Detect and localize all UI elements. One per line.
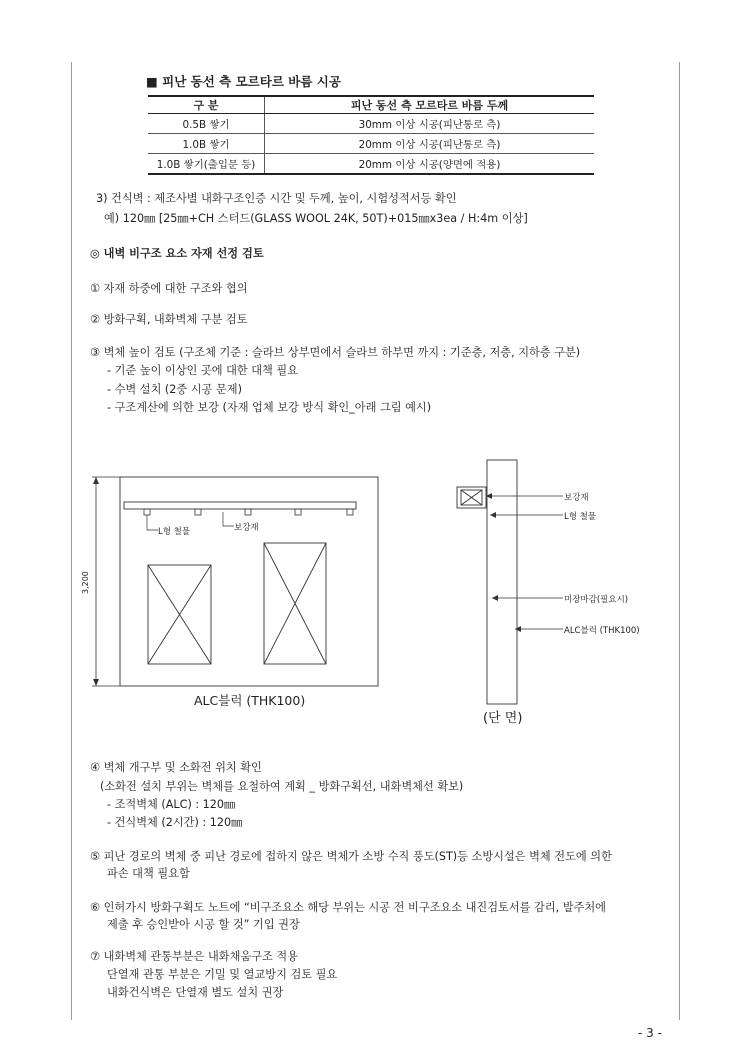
item-4-line-4: - 건식벽체 (2시간) : 120㎜ [107, 816, 243, 829]
table-header: 구 분 [148, 96, 265, 114]
dry-wall-line-1: 3) 건식벽 : 제조사별 내화구조인증 시간 및 두께, 높이, 시험성적서등 확인 [96, 192, 457, 205]
item-7-line-1: ⑦ 내화벽체 관통부분은 내화채움구조 적용 [90, 950, 298, 963]
dimension-arrow-bottom [93, 679, 99, 686]
dimension-arrow-top [93, 477, 99, 484]
table-cell: 20mm 이상 시공(피난통로 측) [265, 134, 595, 154]
right-border-line [679, 62, 680, 1020]
reinforcement-bar [124, 502, 356, 509]
item-4-line-3: - 조적벽체 (ALC) : 120㎜ [107, 798, 236, 811]
item-6-line-1: ⑥ 인허가시 방화구획도 노트에 “비구조요소 해당 부위는 시공 전 비구조요소 내진검토서를 감리, 발주처에 [90, 901, 606, 914]
item-6-line-2: 제출 후 승인받아 시공 할 것” 기입 권장 [107, 918, 300, 931]
item-3-line-1: ③ 벽체 높이 검토 (구조체 기준 : 슬라브 상부면에서 슬라브 하부면 까지 : 기준층, 저층, 지하층 구분) [90, 346, 581, 359]
section-leaders [486, 496, 563, 629]
section-wall [487, 460, 517, 704]
table-cell: 1.0B 쌓기 [148, 134, 265, 154]
dry-wall-line-2: 예) 120㎜ [25㎜+CH 스터드(GLASS WOOL 24K, 50T)+015㎜x3ea / H:4m 이상] [104, 212, 528, 225]
l-angle-leader [147, 515, 158, 530]
section-title: ■ 피난 동선 측 모르타르 바름 시공 [146, 74, 341, 89]
opening-left [148, 565, 211, 664]
item-4-line-1: ④ 벽체 개구부 및 소화전 위치 확인 [90, 761, 262, 774]
l-angle-label: L형 철물 [158, 527, 191, 537]
table-row [148, 114, 594, 134]
table-cell: 0.5B 쌓기 [148, 114, 265, 134]
table-header: 피난 동선 측 모르타르 바름 두께 [265, 96, 595, 114]
table-header-row [148, 96, 594, 114]
item-2: ② 방화구획, 내화벽체 구분 검토 [90, 313, 248, 326]
review-title: ◎ 내벽 비구조 요소 자재 선정 검토 [90, 247, 264, 260]
table-cell: 20mm 이상 시공(양면에 적용) [265, 154, 595, 175]
section-reinforcement [457, 487, 486, 508]
item-5-line-2: 파손 대책 필요함 [107, 867, 190, 880]
section-caption: (단 면) [483, 711, 523, 726]
elevation-wall-outline [120, 477, 378, 686]
item-1: ① 자재 하중에 대한 구조와 협의 [90, 282, 248, 295]
table-row [148, 154, 594, 175]
elevation-caption: ALC블럭 (THK100) [194, 693, 306, 708]
table-cell: 30mm 이상 시공(피난통로 측) [265, 114, 595, 134]
item-5-line-1: ⑤ 피난 경로의 벽체 중 피난 경로에 접하지 않은 벽체가 소방 수직 풍도(ST)등 소방시설은 벽체 전도에 의한 [90, 850, 612, 863]
section-label-reinforcement: 보강재 [564, 493, 589, 503]
table-cell: 1.0B 쌓기(출입문 등) [148, 154, 265, 175]
reinforcement-label: 보강재 [234, 523, 259, 533]
item-7-line-3: 내화건식벽은 단열재 별도 설치 권장 [107, 986, 284, 999]
height-dimension-text: 3,200 [81, 571, 90, 594]
page-number: - 3 - [638, 1026, 662, 1040]
item-3-line-3: - 수벽 설치 (2중 시공 문제) [107, 383, 242, 396]
l-angle-brackets [144, 509, 353, 515]
item-7-line-2: 단열재 관통 부분은 기밀 및 열교방지 검토 필요 [107, 968, 338, 981]
section-leader-arrows [486, 493, 521, 632]
mortar-thickness-table [148, 95, 594, 175]
section-label-finish: 미장마감(필요시) [564, 595, 629, 605]
section-label-l-angle: L형 철물 [564, 512, 597, 522]
reinforcement-leader [223, 512, 234, 526]
item-3-line-2: - 기준 높이 이상인 곳에 대한 대책 필요 [107, 364, 299, 377]
opening-right [264, 543, 326, 664]
table-row [148, 134, 594, 154]
item-3-line-4: - 구조계산에 의한 보강 (자재 업체 보강 방식 확인_아래 그림 예시) [107, 401, 432, 414]
item-4-line-2: (소화전 설치 부위는 벽체를 요철하여 계획 _ 방화구획선, 내화벽체선 확보) [100, 780, 464, 793]
left-border-line [71, 62, 72, 1020]
section-label-alc: ALC블럭 (THK100) [564, 626, 640, 636]
height-dimension [92, 477, 120, 686]
